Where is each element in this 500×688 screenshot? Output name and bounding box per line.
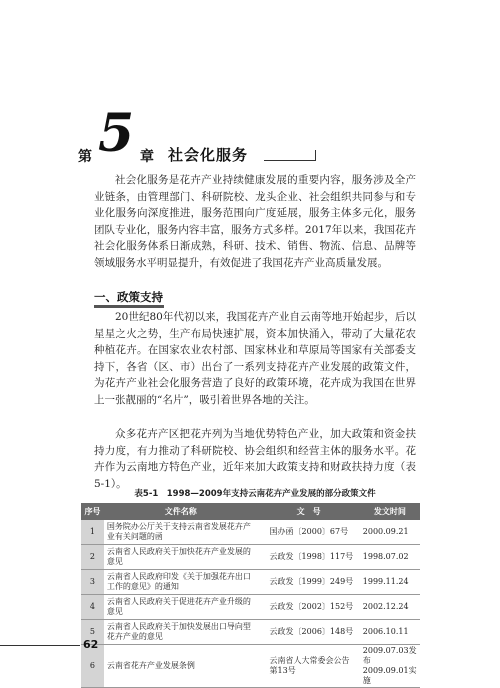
row-no: 1 (81, 520, 104, 545)
header-no: 序号 (81, 503, 104, 520)
section-paragraph-1: 20世纪80年代初以来，我国花卉产业自云南等地开始起步，后以星星之火之势，生产布局快速扩展，资本加快涌入，带动了大量花农种植花卉。在国家农业农村部、国家林业和草原局等国家有关部委支持下，各省（区、市）出台了一系列支持花卉产业发展的政策文件，为花卉产业社会化服务营造了良好的政策环境，花卉成为我国在世界上一张靓丽的“名片”，吸引着世界各地的关注。 (94, 311, 416, 406)
row-date: 2006.10.11 (360, 620, 420, 645)
row-name: 云南省人民政府关于加快发展出口导向型花卉产业的意见 (104, 620, 258, 645)
table-row (81, 595, 420, 620)
row-date: 2000.09.21 (360, 520, 420, 545)
header-date: 发文时间 (360, 503, 420, 520)
row-no: 6 (81, 645, 104, 688)
table-caption: 表5-1 1998—2009年支持云南花卉产业发展的部分政策文件 (134, 489, 376, 499)
chapter-prefix: 第 (78, 149, 92, 165)
chapter-heading (78, 103, 418, 168)
chapter-rule (264, 160, 316, 161)
chapter-suffix: 章 (140, 149, 154, 165)
row-doc: 云政发〔2002〕152号 (258, 595, 360, 620)
footer-rule (0, 645, 80, 646)
row-name: 云南省花卉产业发展条例 (104, 645, 258, 688)
table-row (81, 520, 420, 545)
row-name: 云南省人民政府关于加快花卉产业发展的意见 (104, 545, 258, 570)
table-row (81, 620, 420, 645)
table-row (81, 545, 420, 570)
chapter-title: 社会化服务 (168, 146, 249, 164)
row-doc: 云南省人大常委会公告第13号 (258, 645, 360, 688)
row-name: 云南省人民政府关于促进花卉产业升级的意见 (104, 595, 258, 620)
row-doc: 云政发〔2006〕148号 (258, 620, 360, 645)
section-underline (94, 305, 164, 308)
row-doc: 云政发〔1999〕249号 (258, 570, 360, 595)
section-heading: 一、政策支持 (94, 290, 163, 304)
chapter-rule-tick (315, 150, 316, 160)
row-no: 4 (81, 595, 104, 620)
policy-table (81, 503, 420, 688)
intro-paragraph: 社会化服务是花卉产业持续健康发展的重要内容，服务涉及全产业链条，由管理部门、科研院校、龙头企业、社会组织共同参与和专业化服务向深度推进，服务范围向广度延展，服务主体多元化，服务团队专业化，服务内容丰富，服务方式多样。2017年以来，我国花卉社会化服务体系日渐成熟，科研、技术、销售、物流、信息、品牌等领域服务水平明显提升，有效促进了我国花卉产业高质量发展。 (94, 174, 416, 269)
row-date: 1999.11.24 (360, 570, 420, 595)
row-doc: 国办函〔2000〕67号 (258, 520, 360, 545)
row-no: 3 (81, 570, 104, 595)
chapter-number: 5 (98, 103, 135, 164)
table-row (81, 645, 420, 688)
header-doc: 文 号 (258, 503, 360, 520)
row-date: 2009.07.03发布 2009.09.01实施 (360, 645, 420, 688)
section-paragraph-2: 众多花卉产区把花卉列为当地优势特色产业，加大政策和资金扶持力度，有力推动了科研院校、协会组织和经营主体的服务水平。花卉作为云南地方特色产业，近年来加大政策支持和财政扶持力度（表5-1）。 (94, 428, 416, 490)
row-name: 云南省人民政府印发《关于加强花卉出口工作的意见》的通知 (104, 570, 258, 595)
row-date: 2002.12.24 (360, 595, 420, 620)
row-date: 1998.07.02 (360, 545, 420, 570)
table-header-row (81, 503, 420, 520)
header-name: 文件名称 (104, 503, 258, 520)
page-number: 62 (83, 638, 99, 651)
row-no: 5 (81, 620, 104, 645)
row-doc: 云政发〔1998〕117号 (258, 545, 360, 570)
row-name: 国务院办公厅关于支持云南省发展花卉产业有关问题的函 (104, 520, 258, 545)
row-no: 2 (81, 545, 104, 570)
table-row (81, 570, 420, 595)
